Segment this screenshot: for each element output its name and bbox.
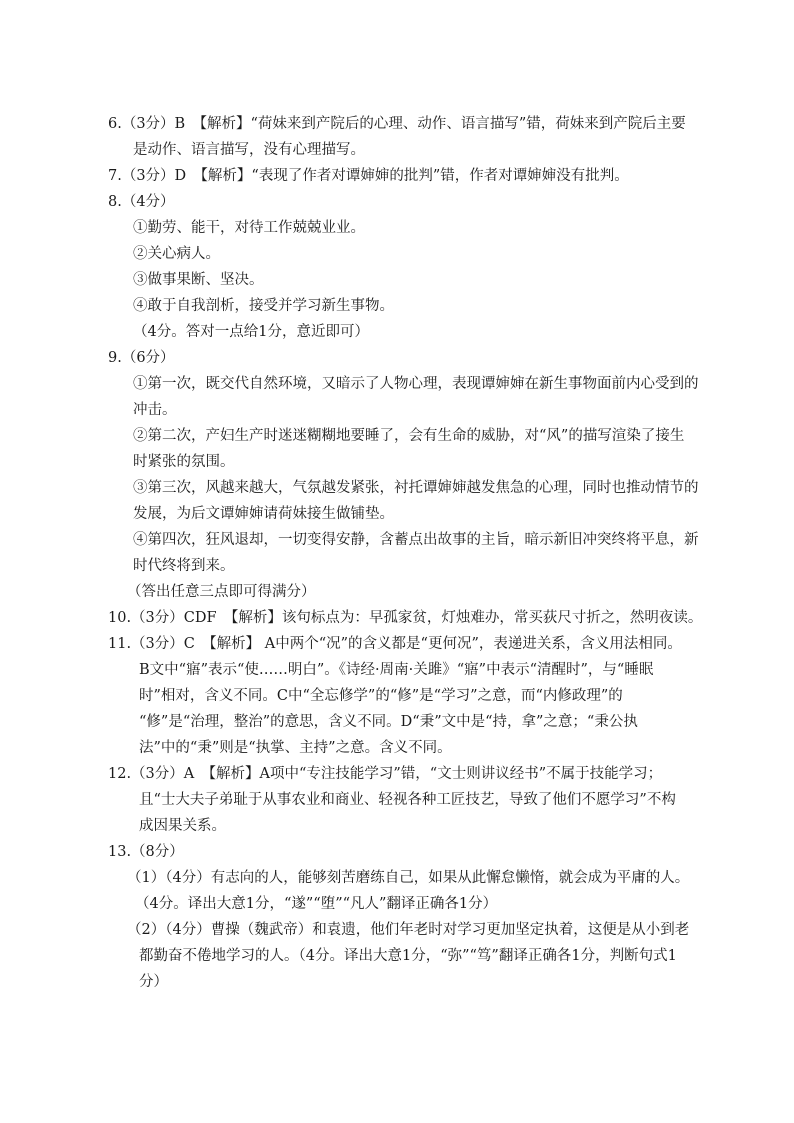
q9-point3-b: 发展，为后文谭婶婶请荷妹接生做铺垫。: [133, 506, 394, 522]
q9-point1-a: ①第一次，既交代自然环境，又暗示了人物心理，表现谭婶婶在新生事物面前内心受到的: [133, 376, 699, 392]
q13-head: 13.（8分）: [108, 844, 184, 860]
q6-line2: 是动作、语言描写，没有心理描写。: [133, 142, 365, 158]
q13-s2-b: 都勤奋不倦地学习的人。（4分。译出大意1分，“弥”“笃”翻译正确各1分，判断句式1: [139, 948, 677, 964]
q11-line3: 时”相对，含义不同。C中“全忘修学”的“修”是“学习”之意，而“内修政理”的: [139, 688, 623, 704]
q9-point3-a: ③第三次，风越来越大，气氛越发紧张，衬托谭婶婶越发焦急的心理，同时也推动情节的: [133, 480, 699, 496]
q9-note: （答出任意三点即可得满分）: [127, 584, 316, 600]
q12-line3: 成因果关系。: [139, 818, 226, 834]
q11-line2: B文中“寤”表示“使……明白”。《诗经·周南·关雎》“寤”中表示“清醒时”，与“睡眠: [139, 662, 654, 678]
q8-head: 8.（4分）: [108, 194, 175, 210]
q10-line1: 10.（3分）CDF 【解析】该句标点为：早孤家贫，灯烛难办，常买荻尺寸折之，然明夜读。: [108, 610, 703, 626]
q8-item-2: ②关心病人。: [133, 246, 220, 262]
q11-line5: 法”中的“秉”则是“执掌、主持”之意。含义不同。: [139, 740, 452, 756]
q13-s1-b: （4分。译出大意1分，“遂”“堕”“凡人”翻译正确各1分）: [135, 896, 498, 912]
q8-item-4: ④敢于自我剖析，接受并学习新生事物。: [133, 298, 394, 314]
q13-s2-a: （2）（4分）曹操（魏武帝）和袁遗，他们年老时对学习更加坚定执着，这便是从小到老: [127, 922, 690, 938]
q9-point4-b: 时代终将到来。: [133, 558, 235, 574]
q8-item-1: ①勤劳、能干，对待工作兢兢业业。: [133, 220, 365, 236]
q9-point4-a: ④第四次，狂风退却，一切变得安静，含蓄点出故事的主旨，暗示新旧冲突终将平息，新: [133, 532, 699, 548]
q7-line1: 7.（3分）D 【解析】“表现了作者对谭婶婶的批判”错，作者对谭婶婶没有批判。: [108, 168, 629, 184]
q12-line1: 12.（3分）A 【解析】A项中“专注技能学习”错，“文士则讲议经书”不属于技能学习；: [108, 766, 663, 782]
q9-point2-b: 时紧张的氛围。: [133, 454, 235, 470]
q9-head: 9.（6分）: [108, 350, 175, 366]
q11-line4: “修”是“治理，整治”的意思，含义不同。D“秉”文中是“持，拿”之意；“秉公执: [139, 714, 638, 730]
q6-line1: 6.（3分）B 【解析】“荷妹来到产院后的心理、动作、语言描写”错，荷妹来到产院后主要: [108, 116, 686, 132]
q8-item-3: ③做事果断、坚决。: [133, 272, 264, 288]
q9-point1-b: 冲击。: [133, 402, 177, 418]
q11-line1: 11.（3分）C 【解析】 A中两个“况”的含义都是“更何况”，表递进关系，含义用法相同。: [108, 636, 682, 652]
q9-point2-a: ②第二次，产妇生产时迷迷糊糊地要睡了，会有生命的威胁，对“风”的描写渲染了接生: [133, 428, 685, 444]
q8-note: （4分。答对一点给1分，意近即可）: [133, 324, 369, 340]
q13-s2-c: 分）: [139, 974, 168, 990]
q12-line2: 且“士大夫子弟耻于从事农业和商业、轻视各种工匠技艺，导致了他们不愿学习”不构: [139, 792, 676, 808]
q13-s1-a: （1）（4分）有志向的人，能够刻苦磨练自己，如果从此懈怠懒惰，就会成为平庸的人。: [127, 870, 690, 886]
